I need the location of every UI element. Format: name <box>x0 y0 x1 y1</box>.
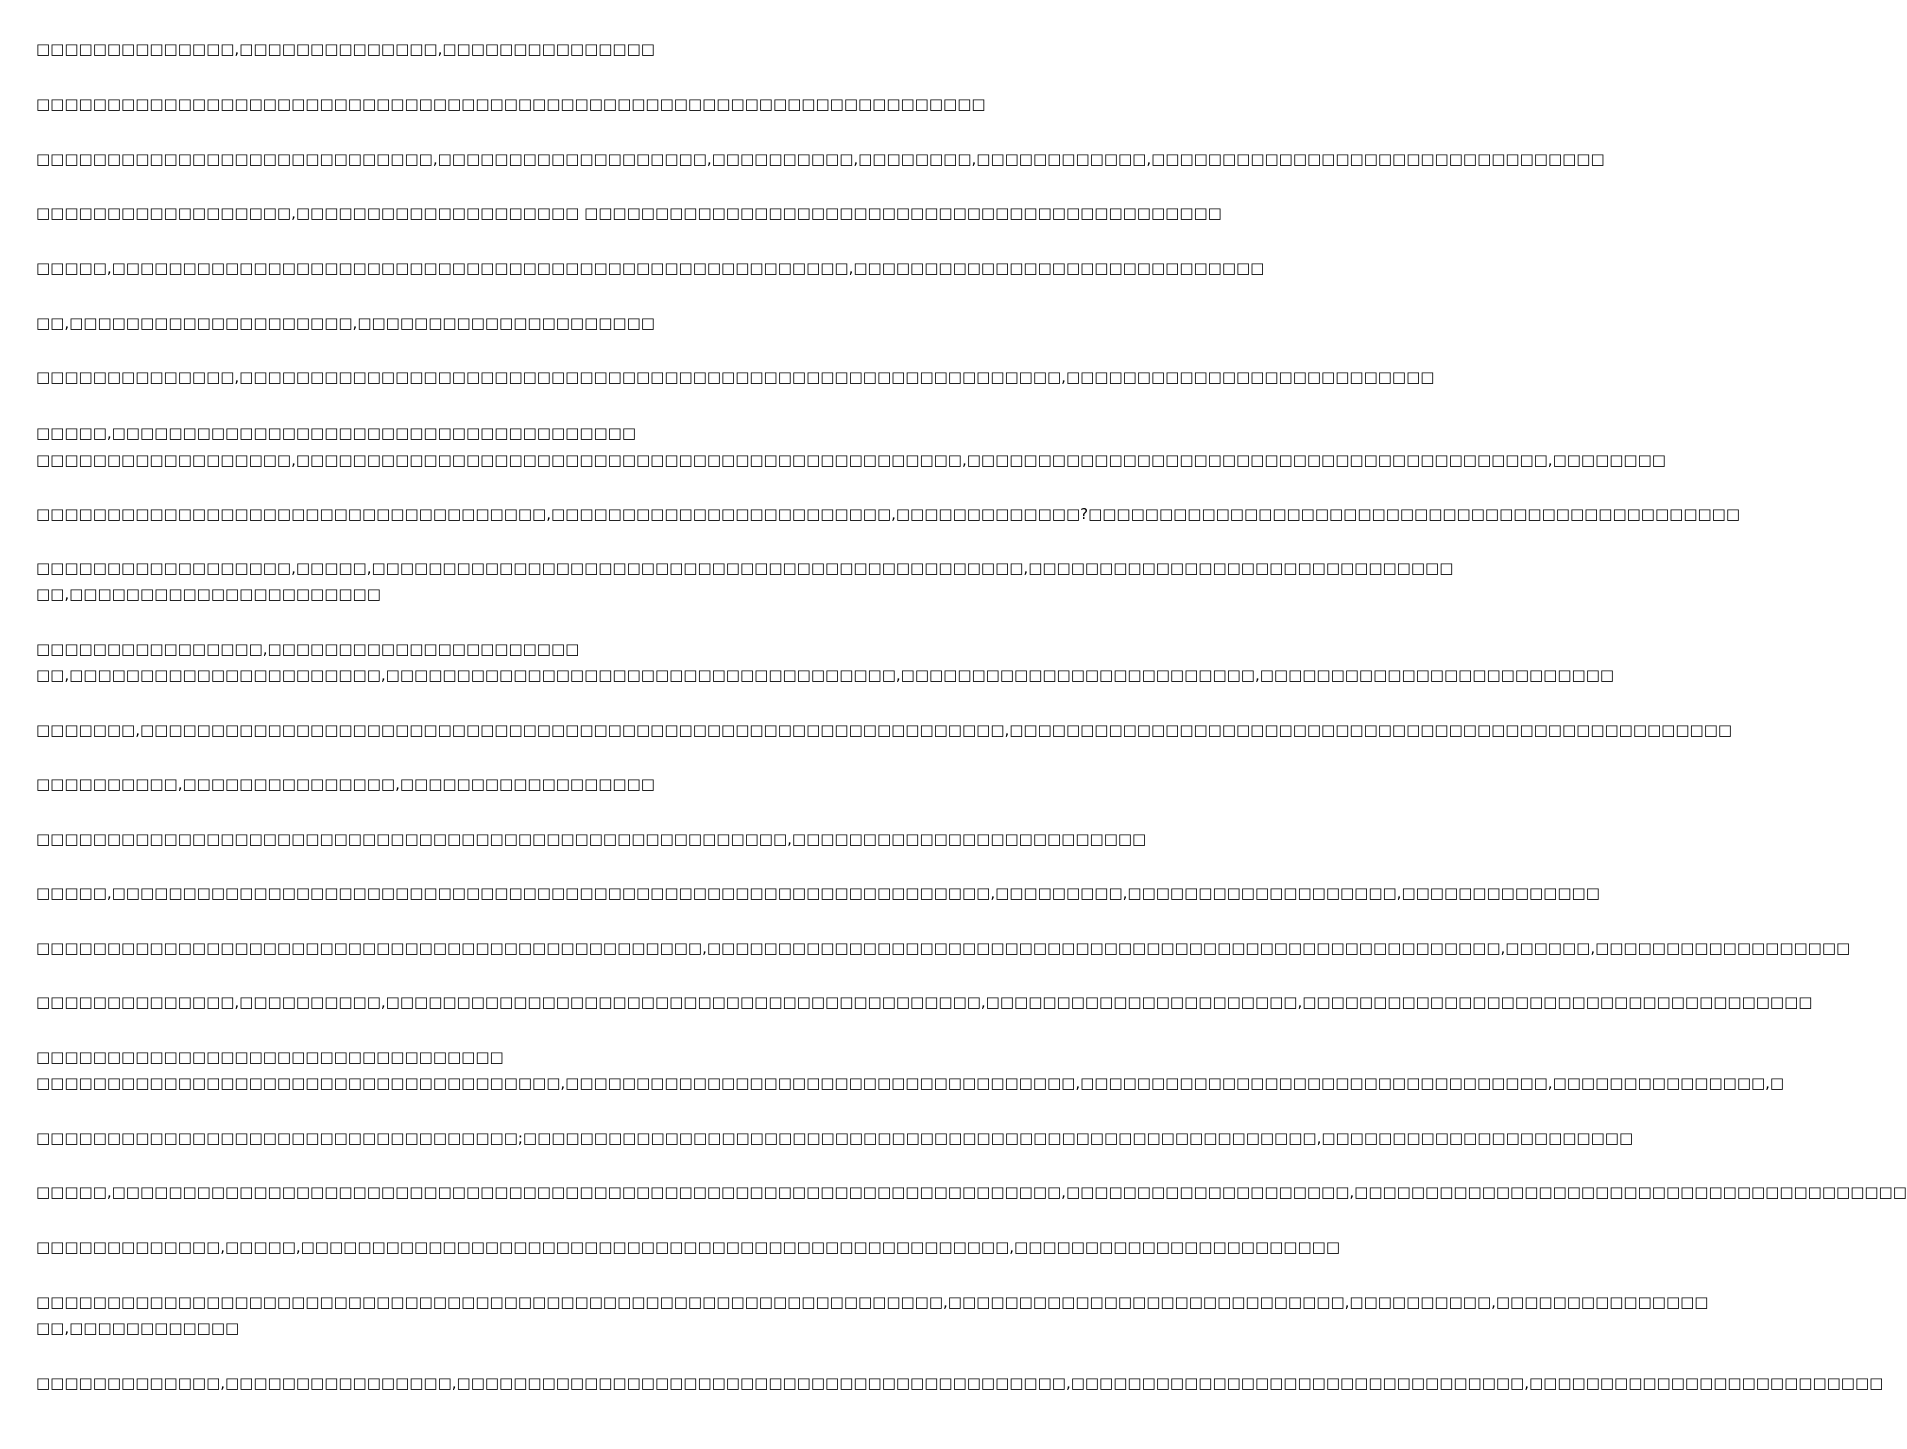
text-line: □□□□□□□□□□□□□□□□□□,□□□□□□□□□□□□□□□□□□□□□□□□□□□□□□□□□□□□□□□□□□□□□□□,□□□□□□□□□□□□□□□□□□□□□□□□□□□□□□□□□□□□□□□□□,□□□□□□□□ <box>36 451 1666 469</box>
text-line: □□□□□□□□□□□□□,□□□□□,□□□□□□□□□□□□□□□□□□□□□□□□□□□□□□□□□□□□□□□□□□□□□□□□□□,□□□□□□□□□□□□□□□□□□□□□□□ <box>36 1238 1340 1256</box>
text-line: □□□□□□□□□□□□□□□□□□□□□□□□□□□□□□□□□ <box>36 1048 504 1066</box>
text-line: □□□□□,□□□□□□□□□□□□□□□□□□□□□□□□□□□□□□□□□□□□□□□□□□□□□□□□□□□□□□□□□□□□□□,□□□□□□□□□,□□□□□□□□□□□□□□□□□□□,□□□□□□□□□□□□□□ <box>36 884 1600 902</box>
text-line: □□□□□,□□□□□□□□□□□□□□□□□□□□□□□□□□□□□□□□□□□□□□□□□□□□□□□□□□□□□□□□□□□□□□□□□□□,□□□□□□□□□□□□□□□□□□□□,□□□□□□□□□□□□□□□□□□□□□□□□□□□□□□□□□□□□□□□ <box>36 1183 1907 1201</box>
text-line: □□,□□□□□□□□□□□□□□□□□□□□□□ <box>36 585 381 603</box>
text-line: □□□□□,□□□□□□□□□□□□□□□□□□□□□□□□□□□□□□□□□□□□□ <box>36 424 637 442</box>
text-line: □□□□□□□□□□□□□,□□□□□□□□□□□□□□□□,□□□□□□□□□□□□□□□□□□□□□□□□□□□□□□□□□□□□□□□□□□□,□□□□□□□□□□□□□□□□□□□□□□□□□□□□□□□□,□□□□□□□□□□□□□□□□□□□□□□□□□ <box>36 1374 1884 1392</box>
text-line: □□□□□□□□□□□□□□□□□□,□□□□□□□□□□□□□□□□□□□□ □□□□□□□□□□□□□□□□□□□□□□□□□□□□□□□□□□□□□□□□□□□□□ <box>36 204 1222 222</box>
text-line: □□,□□□□□□□□□□□□□□□□□□□□,□□□□□□□□□□□□□□□□□□□□□ <box>36 314 655 332</box>
text-line: □□□□□□□□□□□□□□□□□□□□□□□□□□□□□□□□□□□□□□□□□□□□□□□□□□□□□,□□□□□□□□□□□□□□□□□□□□□□□□□ <box>36 830 1147 848</box>
text-line: □□□□□□□□□□□□□□□□□□□□□□□□□□□□□□□□□□;□□□□□□□□□□□□□□□□□□□□□□□□□□□□□□□□□□□□□□□□□□□□□□□□□□□□□□□□,□□□□□□□□□□□□□□□□□□□□□□ <box>36 1129 1634 1147</box>
text-line: □□□□□□□□□□□□□□□□□□□□□□□□□□□□□□□□□□□□□□□□□□□□□□□□□□□□□□□□□□□□□□□□,□□□□□□□□□□□□□□□□□□□□□□□□□□□□,□□□□□□□□□□,□□□□□□□□□□□□□□□ <box>36 1293 1709 1311</box>
text-line: □□□□□□□□□□□□□□□□□□□□□□□□□□□□,□□□□□□□□□□□□□□□□□□□,□□□□□□□□□□,□□□□□□□□,□□□□□□□□□□□□,□□□□□□□□□□□□□□□□□□□□□□□□□□□□□□□□ <box>36 150 1605 168</box>
text-line: □□□□□□□□□□,□□□□□□□□□□□□□□□,□□□□□□□□□□□□□□□□□□ <box>36 775 655 793</box>
text-line: □□□□□□□□□□□□□□□□□□□□□□□□□□□□□□□□□□□□□□□□□□□□□□□□□□□□□□□□□□□□□□□□□□□ <box>36 95 986 113</box>
text-line: □□□□□□□□□□□□□□,□□□□□□□□□□□□□□,□□□□□□□□□□□□□□□ <box>36 40 655 58</box>
text-line: □□□□□□□□□□□□□□□□,□□□□□□□□□□□□□□□□□□□□□□ <box>36 640 580 658</box>
text-line: □□□□□,□□□□□□□□□□□□□□□□□□□□□□□□□□□□□□□□□□□□□□□□□□□□□□□□□□□□,□□□□□□□□□□□□□□□□□□□□□□□□□□□□□ <box>36 259 1265 277</box>
text-line: □□□□□□□□□□□□□□□□□□,□□□□□,□□□□□□□□□□□□□□□□□□□□□□□□□□□□□□□□□□□□□□□□□□□□□□,□□□□□□□□□□□□□□□□□□□□□□□□□□□□□□ <box>36 559 1454 577</box>
text-line: □□□□□□□□□□□□□□□□□□□□□□□□□□□□□□□□□□□□□,□□□□□□□□□□□□□□□□□□□□□□□□□□□□□□□□□□□□,□□□□□□□□□□□□□□□□□□□□□□□□□□□□□□□□□,□□□□□□□□□□□□□□□,□ <box>36 1074 1785 1092</box>
text-line: □□□□□□□□□□□□□□,□□□□□□□□□□□□□□□□□□□□□□□□□□□□□□□□□□□□□□□□□□□□□□□□□□□□□□□□□□,□□□□□□□□□□□□□□□□□□□□□□□□□□ <box>36 368 1435 386</box>
text-line: □□,□□□□□□□□□□□□ <box>36 1319 240 1337</box>
text-line: □□,□□□□□□□□□□□□□□□□□□□□□□,□□□□□□□□□□□□□□□□□□□□□□□□□□□□□□□□□□□□,□□□□□□□□□□□□□□□□□□□□□□□□□,□□□□□□□□□□□□□□□□□□□□□□□□□ <box>36 666 1615 684</box>
text-line: □□□□□□□,□□□□□□□□□□□□□□□□□□□□□□□□□□□□□□□□□□□□□□□□□□□□□□□□□□□□□□□□□□□□□,□□□□□□□□□□□□□□□□□□□□□□□□□□□□□□□□□□□□□□□□□□□□□□□□□□□ <box>36 721 1733 739</box>
text-line: □□□□□□□□□□□□□□,□□□□□□□□□□,□□□□□□□□□□□□□□□□□□□□□□□□□□□□□□□□□□□□□□□□□□,□□□□□□□□□□□□□□□□□□□□□□,□□□□□□□□□□□□□□□□□□□□□□□□□□□□□□□□□□□□ <box>36 993 1813 1011</box>
text-line: □□□□□□□□□□□□□□□□□□□□□□□□□□□□□□□□□□□□,□□□□□□□□□□□□□□□□□□□□□□□□,□□□□□□□□□□□□□?□□□□□□□□□□□□□□□□□□□□□□□□□□□□□□□□□□□□□□□□□□□□□□ <box>36 505 1741 523</box>
text-line: □□□□□□□□□□□□□□□□□□□□□□□□□□□□□□□□□□□□□□□□□□□□□□□,□□□□□□□□□□□□□□□□□□□□□□□□□□□□□□□□□□□□□□□□□□□□□□□□□□□□□□□□,□□□□□□,□□□□□□□□□□□□□□□□□□ <box>36 939 1851 957</box>
